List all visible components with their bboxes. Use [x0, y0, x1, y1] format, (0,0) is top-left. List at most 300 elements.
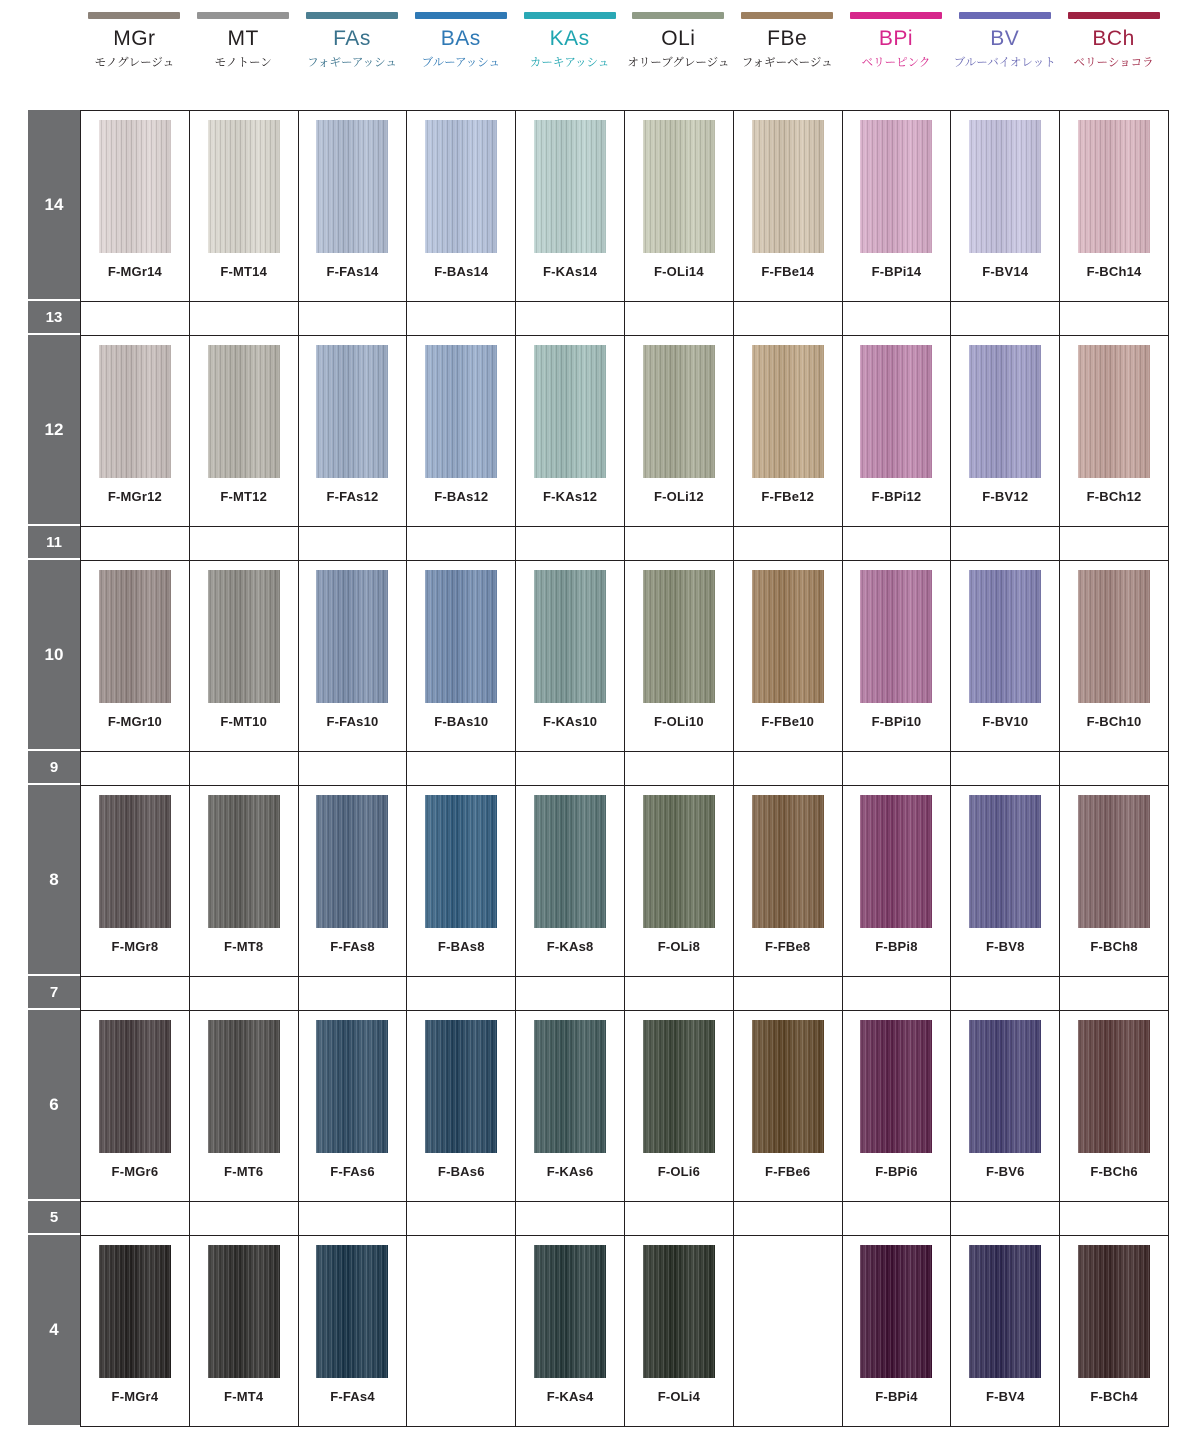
swatch-cell[interactable]: [407, 561, 516, 751]
column-header-bpi: [842, 0, 951, 110]
color-swatch: [969, 345, 1041, 478]
swatch-cell[interactable]: [951, 786, 1060, 976]
color-swatch: [208, 570, 280, 703]
swatch-code: F-BV10: [982, 714, 1029, 729]
swatch-code: F-BPi10: [871, 714, 922, 729]
swatch-code: F-BAs10: [434, 714, 489, 729]
swatch-code: F-MT8: [224, 939, 264, 954]
color-swatch: [752, 570, 824, 703]
swatch-cell[interactable]: [1060, 1011, 1169, 1201]
swatch-cell[interactable]: [625, 561, 734, 751]
level-label-11: 11: [28, 526, 80, 560]
swatch-cell[interactable]: [1060, 111, 1169, 301]
color-swatch: [208, 345, 280, 478]
swatch-cell[interactable]: [951, 336, 1060, 526]
spacer-cell: [81, 977, 190, 1011]
spacer-cell: [951, 1202, 1060, 1236]
swatch-cell[interactable]: [81, 111, 190, 301]
level-row-4: [28, 1235, 1168, 1427]
color-swatch: [99, 1020, 171, 1153]
level-label-4: 4: [28, 1235, 80, 1427]
spacer-cell: [1060, 1202, 1169, 1236]
swatch-cell[interactable]: [299, 561, 408, 751]
row-cells: [80, 976, 1169, 1010]
color-swatch: [860, 120, 932, 253]
swatch-code: F-FBe10: [761, 714, 815, 729]
swatch-code: F-BV12: [982, 489, 1029, 504]
color-swatch: [208, 1020, 280, 1153]
row-cells: [80, 110, 1169, 301]
column-header-mt: [189, 0, 298, 110]
swatch-code: F-FAs10: [326, 714, 379, 729]
level-row-10: [28, 560, 1168, 751]
swatch-cell[interactable]: [843, 111, 952, 301]
spacer-cell: [843, 1202, 952, 1236]
color-swatch: [534, 345, 606, 478]
column-code: BAs: [440, 27, 481, 50]
color-swatch: [208, 795, 280, 928]
color-swatch: [1078, 570, 1150, 703]
swatch-grid: [28, 110, 1168, 1427]
color-swatch: [860, 345, 932, 478]
column-name: ベリーショコラ: [1073, 57, 1154, 69]
column-name: カーキアッシュ: [529, 57, 610, 69]
color-swatch: [969, 120, 1041, 253]
swatch-cell[interactable]: [625, 111, 734, 301]
spacer-cell: [299, 977, 408, 1011]
swatch-cell[interactable]: [843, 561, 952, 751]
column-name: モノトーン: [214, 57, 272, 69]
color-swatch: [643, 1020, 715, 1153]
spacer-cell: [734, 302, 843, 336]
spacer-cell: [190, 302, 299, 336]
color-swatch: [969, 1245, 1041, 1378]
color-swatch: [752, 795, 824, 928]
color-swatch: [316, 1245, 388, 1378]
color-swatch: [1078, 795, 1150, 928]
swatch-cell[interactable]: [81, 336, 190, 526]
color-swatch: [99, 345, 171, 478]
color-swatch: [425, 1020, 497, 1153]
spacer-cell: [951, 977, 1060, 1011]
spacer-cell: [407, 527, 516, 561]
spacer-cell: [190, 527, 299, 561]
swatch-code: F-OLi8: [657, 939, 701, 954]
row-cells: [80, 1010, 1169, 1201]
column-header-kas: [515, 0, 624, 110]
spacer-cell: [190, 977, 299, 1011]
color-swatch: [534, 120, 606, 253]
column-accent-bar: [88, 12, 180, 19]
color-swatch: [752, 1020, 824, 1153]
level-label-7: 7: [28, 976, 80, 1010]
swatch-cell[interactable]: [190, 1236, 299, 1426]
swatch-code: F-OLi12: [653, 489, 704, 504]
swatch-cell[interactable]: [81, 561, 190, 751]
swatch-cell[interactable]: [407, 336, 516, 526]
column-accent-bar: [415, 12, 507, 19]
column-accent-bar: [959, 12, 1051, 19]
swatch-cell[interactable]: [843, 1011, 952, 1201]
spacer-cell: [951, 527, 1060, 561]
column-code: MT: [227, 27, 259, 50]
spacer-cell: [516, 1202, 625, 1236]
swatch-code: F-MGr4: [111, 1389, 159, 1404]
spacer-cell: [299, 1202, 408, 1236]
column-code: BCh: [1092, 27, 1135, 50]
swatch-cell[interactable]: [81, 1236, 190, 1426]
color-swatch: [1078, 120, 1150, 253]
spacer-cell: [1060, 977, 1169, 1011]
swatch-cell-empty: [734, 1236, 843, 1426]
swatch-code: F-MGr14: [107, 264, 162, 279]
swatch-cell[interactable]: [843, 786, 952, 976]
spacer-cell: [734, 752, 843, 786]
swatch-cell[interactable]: [516, 1011, 625, 1201]
swatch-cell[interactable]: [407, 786, 516, 976]
swatch-code: F-MGr6: [111, 1164, 159, 1179]
color-swatch: [316, 345, 388, 478]
swatch-cell[interactable]: [734, 1011, 843, 1201]
color-swatch: [425, 795, 497, 928]
swatch-cell[interactable]: [843, 336, 952, 526]
column-code: FAs: [333, 27, 371, 50]
color-swatch: [425, 345, 497, 478]
column-accent-bar: [197, 12, 289, 19]
color-swatch: [208, 1245, 280, 1378]
swatch-cell-empty: [407, 1236, 516, 1426]
swatch-code: F-MGr12: [107, 489, 162, 504]
swatch-code: F-BCh6: [1090, 1164, 1138, 1179]
row-cells: [80, 301, 1169, 335]
row-cells: [80, 526, 1169, 560]
swatch-code: F-KAs4: [546, 1389, 594, 1404]
swatch-code: F-BCh4: [1090, 1389, 1138, 1404]
color-swatch: [534, 795, 606, 928]
level-row-11: [28, 526, 1168, 560]
swatch-code: F-BV6: [985, 1164, 1025, 1179]
color-swatch: [316, 1020, 388, 1153]
spacer-cell: [81, 527, 190, 561]
spacer-cell: [190, 1202, 299, 1236]
swatch-cell[interactable]: [734, 336, 843, 526]
level-label-5: 5: [28, 1201, 80, 1235]
column-code: BPi: [878, 27, 914, 50]
color-swatch: [860, 1245, 932, 1378]
spacer-cell: [734, 1202, 843, 1236]
column-code: MGr: [113, 27, 156, 50]
swatch-code: F-FAs14: [326, 264, 379, 279]
color-swatch: [316, 795, 388, 928]
row-cells: [80, 1201, 1169, 1235]
swatch-code: F-OLi6: [657, 1164, 701, 1179]
swatch-cell[interactable]: [516, 1236, 625, 1426]
row-cells: [80, 560, 1169, 751]
column-code: KAs: [549, 27, 590, 50]
swatch-cell[interactable]: [81, 786, 190, 976]
swatch-code: F-OLi4: [657, 1389, 701, 1404]
level-row-6: [28, 1010, 1168, 1201]
swatch-code: F-BAs14: [434, 264, 489, 279]
level-row-12: [28, 335, 1168, 526]
swatch-cell[interactable]: [843, 1236, 952, 1426]
level-row-9: [28, 751, 1168, 785]
swatch-cell[interactable]: [734, 111, 843, 301]
spacer-cell: [299, 527, 408, 561]
swatch-code: F-BPi4: [875, 1389, 918, 1404]
spacer-cell: [1060, 752, 1169, 786]
swatch-code: F-BCh12: [1086, 489, 1142, 504]
swatch-cell[interactable]: [625, 1236, 734, 1426]
swatch-code: F-BPi12: [871, 489, 922, 504]
column-header-fas: [298, 0, 407, 110]
level-label-6: 6: [28, 1010, 80, 1201]
spacer-cell: [407, 302, 516, 336]
column-code: BV: [990, 27, 1020, 50]
swatch-code: F-MT6: [224, 1164, 264, 1179]
color-swatch: [99, 795, 171, 928]
swatch-code: F-FAs6: [330, 1164, 375, 1179]
swatch-cell[interactable]: [190, 336, 299, 526]
swatch-cell[interactable]: [734, 786, 843, 976]
swatch-cell[interactable]: [81, 1011, 190, 1201]
color-swatch: [969, 795, 1041, 928]
swatch-cell[interactable]: [299, 1236, 408, 1426]
color-swatch: [1078, 1245, 1150, 1378]
spacer-cell: [1060, 527, 1169, 561]
spacer-cell: [190, 752, 299, 786]
color-swatch: [860, 570, 932, 703]
column-name: モノグレージュ: [94, 57, 175, 69]
swatch-cell[interactable]: [516, 561, 625, 751]
level-label-8: 8: [28, 785, 80, 976]
swatch-code: F-MT12: [220, 489, 268, 504]
spacer-cell: [843, 302, 952, 336]
color-swatch: [969, 1020, 1041, 1153]
level-row-8: [28, 785, 1168, 976]
swatch-cell[interactable]: [190, 561, 299, 751]
spacer-cell: [951, 752, 1060, 786]
row-cells: [80, 335, 1169, 526]
color-swatch: [1078, 1020, 1150, 1153]
column-accent-bar: [524, 12, 616, 19]
column-code: OLi: [661, 27, 696, 50]
column-name: フォギーベージュ: [741, 57, 833, 69]
column-header-row: [80, 0, 1168, 110]
swatch-cell[interactable]: [516, 786, 625, 976]
color-swatch: [99, 1245, 171, 1378]
spacer-cell: [843, 752, 952, 786]
column-header-mgr: [80, 0, 189, 110]
color-swatch: [534, 1245, 606, 1378]
color-swatch: [969, 570, 1041, 703]
column-header-fbe: [733, 0, 842, 110]
spacer-cell: [843, 527, 952, 561]
swatch-cell[interactable]: [299, 111, 408, 301]
level-label-13: 13: [28, 301, 80, 335]
swatch-code: F-BV8: [985, 939, 1025, 954]
swatch-code: F-KAs8: [546, 939, 594, 954]
column-accent-bar: [632, 12, 724, 19]
column-accent-bar: [306, 12, 398, 19]
swatch-code: F-FAs4: [330, 1389, 375, 1404]
swatch-cell[interactable]: [516, 111, 625, 301]
swatch-cell[interactable]: [190, 1011, 299, 1201]
level-row-14: [28, 110, 1168, 301]
swatch-code: F-BV14: [982, 264, 1029, 279]
swatch-cell[interactable]: [516, 336, 625, 526]
spacer-cell: [625, 752, 734, 786]
swatch-code: F-MGr8: [111, 939, 159, 954]
level-row-7: [28, 976, 1168, 1010]
spacer-cell: [625, 302, 734, 336]
swatch-code: F-FBe6: [765, 1164, 811, 1179]
column-header-bv: [950, 0, 1059, 110]
swatch-cell[interactable]: [734, 561, 843, 751]
swatch-code: F-FBe14: [761, 264, 815, 279]
spacer-cell: [81, 1202, 190, 1236]
color-swatch: [534, 1020, 606, 1153]
color-swatch: [208, 120, 280, 253]
color-swatch: [1078, 345, 1150, 478]
color-swatch: [643, 120, 715, 253]
color-swatch: [316, 120, 388, 253]
swatch-cell[interactable]: [407, 111, 516, 301]
color-swatch: [643, 345, 715, 478]
swatch-cell[interactable]: [625, 336, 734, 526]
spacer-cell: [81, 752, 190, 786]
level-row-13: [28, 301, 1168, 335]
spacer-cell: [299, 752, 408, 786]
swatch-code: F-FBe12: [761, 489, 815, 504]
swatch-code: F-BPi8: [875, 939, 918, 954]
swatch-cell[interactable]: [951, 1236, 1060, 1426]
swatch-cell[interactable]: [951, 111, 1060, 301]
swatch-code: F-BAs8: [437, 939, 485, 954]
swatch-cell[interactable]: [951, 1011, 1060, 1201]
spacer-cell: [516, 527, 625, 561]
swatch-code: F-BAs6: [437, 1164, 485, 1179]
column-name: ブルーアッシュ: [421, 57, 500, 69]
column-header-oli: [624, 0, 733, 110]
column-name: オリーブグレージュ: [627, 57, 730, 69]
column-name: フォギーアッシュ: [307, 57, 397, 69]
color-swatch: [860, 1020, 932, 1153]
swatch-cell[interactable]: [190, 786, 299, 976]
color-swatch: [643, 570, 715, 703]
spacer-cell: [625, 1202, 734, 1236]
color-swatch: [534, 570, 606, 703]
swatch-cell[interactable]: [299, 1011, 408, 1201]
swatch-code: F-MT10: [220, 714, 268, 729]
spacer-cell: [516, 977, 625, 1011]
swatch-cell[interactable]: [951, 561, 1060, 751]
column-name: ブルーバイオレット: [953, 57, 1056, 69]
color-swatch: [752, 120, 824, 253]
spacer-cell: [625, 977, 734, 1011]
row-cells: [80, 751, 1169, 785]
swatch-code: F-BCh14: [1086, 264, 1142, 279]
column-name: ベリーピンク: [861, 57, 931, 69]
spacer-cell: [1060, 302, 1169, 336]
swatch-cell[interactable]: [1060, 336, 1169, 526]
spacer-cell: [625, 527, 734, 561]
swatch-code: F-FAs8: [330, 939, 375, 954]
level-label-14: 14: [28, 110, 80, 301]
column-accent-bar: [1068, 12, 1160, 19]
spacer-cell: [843, 977, 952, 1011]
swatch-code: F-FBe8: [765, 939, 811, 954]
swatch-cell[interactable]: [625, 786, 734, 976]
swatch-code: F-KAs12: [543, 489, 598, 504]
swatch-code: F-FAs12: [326, 489, 379, 504]
swatch-cell[interactable]: [625, 1011, 734, 1201]
color-swatch: [99, 120, 171, 253]
swatch-code: F-BPi6: [875, 1164, 918, 1179]
color-swatch: [316, 570, 388, 703]
color-swatch: [425, 570, 497, 703]
swatch-code: F-KAs6: [546, 1164, 594, 1179]
swatch-cell[interactable]: [1060, 1236, 1169, 1426]
swatch-code: F-BPi14: [871, 264, 922, 279]
level-label-12: 12: [28, 335, 80, 526]
swatch-cell[interactable]: [1060, 786, 1169, 976]
color-swatch: [752, 345, 824, 478]
swatch-code: F-BAs12: [434, 489, 489, 504]
swatch-cell[interactable]: [299, 336, 408, 526]
spacer-cell: [516, 302, 625, 336]
spacer-cell: [299, 302, 408, 336]
level-label-10: 10: [28, 560, 80, 751]
color-swatch: [643, 1245, 715, 1378]
swatch-cell[interactable]: [190, 111, 299, 301]
swatch-cell[interactable]: [299, 786, 408, 976]
spacer-cell: [516, 752, 625, 786]
swatch-code: F-BCh8: [1090, 939, 1138, 954]
column-code: FBe: [767, 27, 808, 50]
swatch-code: F-MGr10: [107, 714, 162, 729]
color-swatch: [99, 570, 171, 703]
spacer-cell: [407, 752, 516, 786]
row-cells: [80, 1235, 1169, 1427]
swatch-code: F-MT14: [220, 264, 268, 279]
swatch-code: F-OLi14: [653, 264, 704, 279]
spacer-cell: [81, 302, 190, 336]
column-header-bch: [1059, 0, 1168, 110]
column-accent-bar: [741, 12, 833, 19]
color-swatch: [643, 795, 715, 928]
swatch-code: F-BCh10: [1086, 714, 1142, 729]
spacer-cell: [407, 977, 516, 1011]
level-label-9: 9: [28, 751, 80, 785]
color-swatch: [425, 120, 497, 253]
spacer-cell: [734, 527, 843, 561]
swatch-code: F-OLi10: [653, 714, 704, 729]
spacer-cell: [951, 302, 1060, 336]
swatch-cell[interactable]: [1060, 561, 1169, 751]
swatch-cell[interactable]: [407, 1011, 516, 1201]
swatch-code: F-MT4: [224, 1389, 264, 1404]
column-header-bas: [406, 0, 515, 110]
swatch-code: F-KAs10: [543, 714, 598, 729]
swatch-code: F-BV4: [985, 1389, 1025, 1404]
level-row-5: [28, 1201, 1168, 1235]
row-cells: [80, 785, 1169, 976]
swatch-code: F-KAs14: [543, 264, 598, 279]
spacer-cell: [407, 1202, 516, 1236]
spacer-cell: [734, 977, 843, 1011]
color-swatch: [860, 795, 932, 928]
